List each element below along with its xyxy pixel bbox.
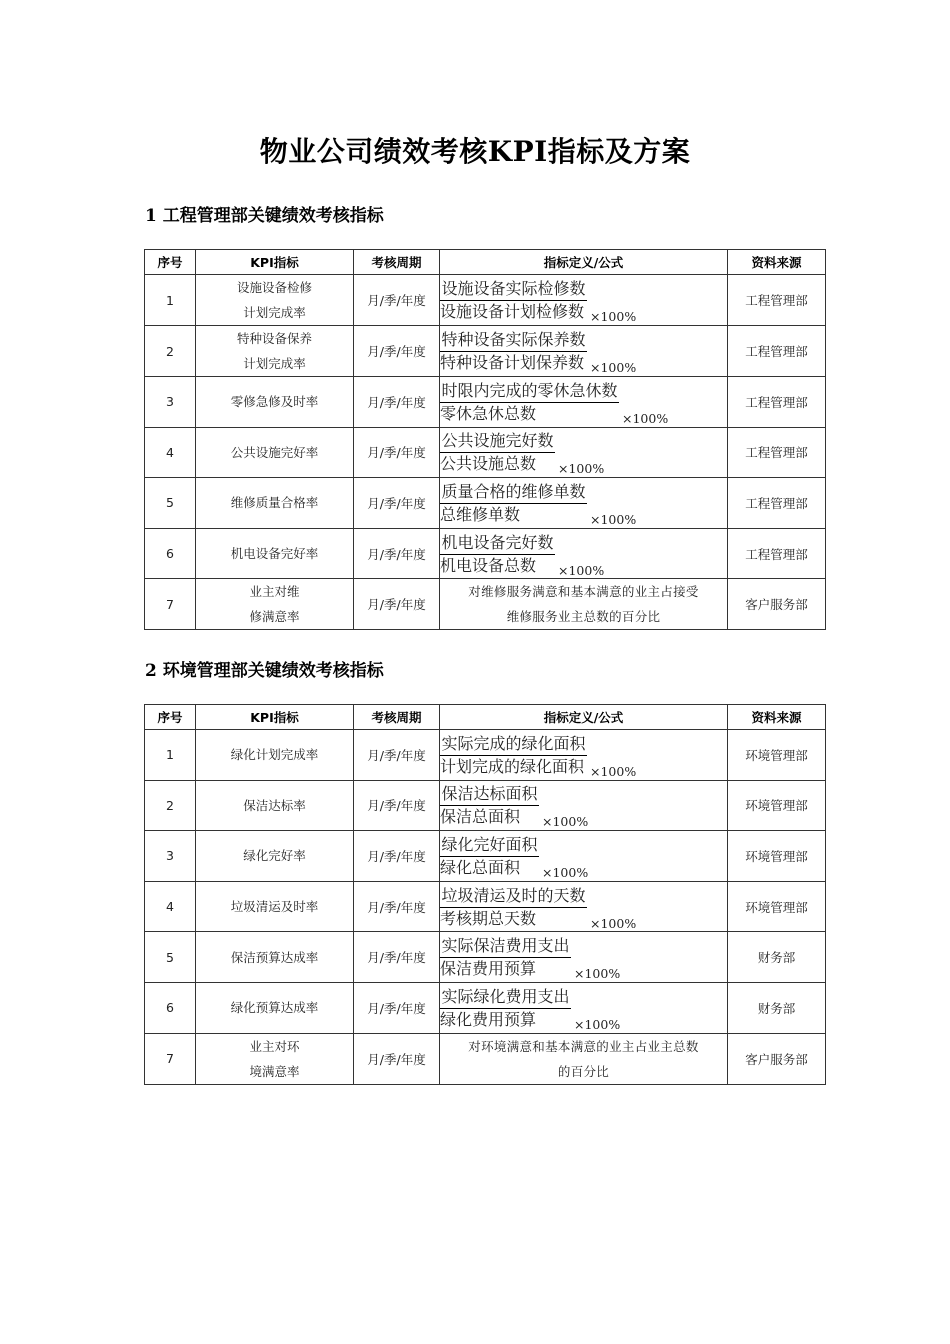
kpi-name-line1: 业主对环: [249, 1038, 300, 1054]
formula-multiplier: ×100%: [622, 410, 669, 426]
table-row: [145, 275, 826, 326]
header-no: 序号: [145, 705, 196, 730]
definition-line1: 对环境满意和基本满意的业主占业主总数: [468, 1038, 699, 1054]
kpi-name: [196, 831, 354, 882]
header-period: 考核周期: [354, 705, 440, 730]
environment-kpi-table: [144, 704, 826, 1085]
formula-fraction: [440, 985, 727, 1031]
data-source: 工程管理部: [728, 275, 826, 326]
formula-fraction: [440, 782, 727, 828]
table-row: [145, 579, 826, 630]
formula-denominator: 特种设备计划保养数: [440, 353, 585, 372]
kpi-name: [196, 730, 354, 781]
data-source: 财务部: [728, 982, 826, 1033]
formula-numerator: 特种设备实际保养数: [440, 330, 587, 352]
definition-formula: [440, 780, 728, 831]
table-header-row: [145, 705, 826, 730]
row-number: 1: [145, 275, 196, 326]
kpi-name: [196, 780, 354, 831]
kpi-name-line2: 计划完成率: [243, 356, 306, 371]
table-row: [145, 780, 826, 831]
table-row: [145, 427, 826, 478]
definition-formula: [440, 478, 728, 529]
formula-numerator: 质量合格的维修单数: [440, 482, 587, 504]
row-number: 7: [145, 579, 196, 630]
definition-formula: [440, 275, 728, 326]
formula-denominator: 绿化费用预算: [440, 1009, 537, 1029]
row-number: 4: [145, 881, 196, 932]
formula-numerator: 垃圾清运及时的天数: [440, 886, 587, 908]
data-source: 工程管理部: [728, 326, 826, 377]
kpi-name-line1: 保洁达标率: [243, 797, 306, 813]
data-source: 环境管理部: [728, 780, 826, 831]
formula-denominator: 计划完成的绿化面积: [440, 756, 585, 776]
row-number: 3: [145, 377, 196, 428]
header-source: 资料来源: [728, 250, 826, 275]
kpi-name-line1: 公共设施完好率: [230, 444, 319, 460]
header-no: 序号: [145, 250, 196, 275]
formula-denominator: 设施设备计划检修数: [440, 302, 585, 321]
row-number: 5: [145, 932, 196, 983]
kpi-name-line2: 修满意率: [249, 609, 300, 625]
assessment-period: 月/季/年度: [354, 326, 440, 377]
table-row: [145, 932, 826, 983]
table-row: [145, 1033, 826, 1084]
formula-fraction: [440, 480, 727, 526]
table-row: [145, 730, 826, 781]
data-source: 环境管理部: [728, 730, 826, 781]
definition-formula: [440, 881, 728, 932]
formula-fraction: [440, 884, 727, 930]
row-number: 3: [145, 831, 196, 882]
kpi-name: [196, 881, 354, 932]
formula-multiplier: ×100%: [590, 915, 637, 931]
kpi-name: [196, 427, 354, 478]
table-row: [145, 982, 826, 1033]
assessment-period: 月/季/年度: [354, 427, 440, 478]
row-number: 1: [145, 730, 196, 781]
header-kpi: KPI指标: [196, 250, 354, 275]
formula-multiplier: ×100%: [558, 461, 605, 477]
row-number: 4: [145, 427, 196, 478]
formula-denominator: 总维修单数: [440, 504, 521, 524]
definition-formula: [440, 932, 728, 983]
definition-formula: [440, 377, 728, 428]
assessment-period: 月/季/年度: [354, 932, 440, 983]
kpi-name-line1: 绿化完好率: [243, 848, 306, 864]
formula-fraction: [440, 429, 727, 475]
table-row: [145, 528, 826, 579]
section-heading-environment: 2 环境管理部关键绩效考核指标: [145, 661, 384, 681]
data-source: 财务部: [728, 932, 826, 983]
kpi-name-line1: 垃圾清运及时率: [230, 899, 319, 915]
formula-denominator: 公共设施总数: [440, 454, 537, 474]
kpi-name-line1: 零修急修及时率: [230, 394, 319, 410]
kpi-name: [196, 528, 354, 579]
assessment-period: 月/季/年度: [354, 275, 440, 326]
definition-line1: 对维修服务满意和基本满意的业主占接受: [468, 584, 699, 600]
definition-line2: 的百分比: [557, 1063, 610, 1079]
definition-formula: [440, 528, 728, 579]
data-source: 环境管理部: [728, 831, 826, 882]
kpi-name: [196, 377, 354, 428]
formula-numerator: 设施设备实际检修数: [440, 279, 587, 301]
assessment-period: 月/季/年度: [354, 881, 440, 932]
assessment-period: 月/季/年度: [354, 377, 440, 428]
kpi-name: [196, 275, 354, 326]
formula-fraction: [440, 833, 727, 879]
formula-multiplier: ×100%: [542, 814, 589, 830]
formula-numerator: 实际绿化费用支出: [440, 987, 571, 1009]
row-number: 5: [145, 478, 196, 529]
assessment-period: 月/季/年度: [354, 1033, 440, 1084]
formula-denominator: 保洁费用预算: [440, 959, 537, 979]
table-row: [145, 326, 826, 377]
table-row: [145, 881, 826, 932]
formula-numerator: 保洁达标面积: [440, 784, 539, 806]
kpi-name: [196, 932, 354, 983]
kpi-name: [196, 478, 354, 529]
formula-denominator: 绿化总面积: [440, 857, 521, 877]
definition-formula: [440, 1033, 728, 1084]
assessment-period: 月/季/年度: [354, 579, 440, 630]
formula-denominator: 零休急休总数: [440, 403, 537, 423]
kpi-name: [196, 982, 354, 1033]
formula-multiplier: ×100%: [558, 562, 605, 578]
assessment-period: 月/季/年度: [354, 478, 440, 529]
formula-multiplier: ×100%: [590, 511, 637, 527]
data-source: 工程管理部: [728, 427, 826, 478]
definition-formula: [440, 579, 728, 630]
header-kpi: KPI指标: [196, 705, 354, 730]
definition-line2: 维修服务业主总数的百分比: [506, 609, 661, 625]
formula-numerator: 实际保洁费用支出: [440, 936, 571, 958]
formula-fraction: [440, 379, 727, 425]
formula-denominator: 考核期总天数: [440, 908, 537, 928]
definition-formula: [440, 326, 728, 377]
header-definition: 指标定义/公式: [440, 705, 728, 730]
data-source: 客户服务部: [728, 579, 826, 630]
table-row: [145, 831, 826, 882]
assessment-period: 月/季/年度: [354, 982, 440, 1033]
kpi-name-line1: 业主对维: [249, 584, 300, 600]
kpi-name-line1: 绿化预算达成率: [230, 1000, 319, 1016]
kpi-name: [196, 579, 354, 630]
assessment-period: 月/季/年度: [354, 528, 440, 579]
header-definition: 指标定义/公式: [440, 250, 728, 275]
assessment-period: 月/季/年度: [354, 831, 440, 882]
definition-formula: [440, 427, 728, 478]
row-number: 7: [145, 1033, 196, 1084]
formula-multiplier: ×100%: [574, 1016, 621, 1032]
formula-denominator: 保洁总面积: [440, 807, 521, 827]
kpi-name-line1: 设施设备检修: [236, 280, 312, 295]
formula-fraction: [440, 732, 727, 778]
definition-formula: [440, 831, 728, 882]
definition-formula: [440, 982, 728, 1033]
formula-denominator: 机电设备总数: [440, 555, 537, 575]
formula-numerator: 实际完成的绿化面积: [440, 734, 587, 756]
kpi-name-line1: 保洁预算达成率: [230, 949, 319, 965]
kpi-name-line1: 维修质量合格率: [230, 495, 319, 511]
data-source: 客户服务部: [728, 1033, 826, 1084]
formula-numerator: 机电设备完好数: [440, 533, 555, 555]
assessment-period: 月/季/年度: [354, 780, 440, 831]
row-number: 2: [145, 780, 196, 831]
data-source: 工程管理部: [728, 377, 826, 428]
definition-formula: [440, 730, 728, 781]
kpi-name-line1: 机电设备完好率: [230, 546, 319, 562]
row-number: 6: [145, 528, 196, 579]
table-row: [145, 377, 826, 428]
formula-multiplier: ×100%: [542, 864, 589, 880]
formula-fraction: [440, 328, 727, 374]
assessment-period: 月/季/年度: [354, 730, 440, 781]
formula-multiplier: ×100%: [574, 966, 621, 982]
table-header-row: [145, 250, 826, 275]
formula-numerator: 公共设施完好数: [440, 431, 555, 453]
page-title: 物业公司绩效考核KPI指标及方案: [259, 135, 691, 168]
formula-fraction: [440, 531, 727, 577]
row-number: 2: [145, 326, 196, 377]
formula-fraction: [440, 277, 727, 323]
data-source: 环境管理部: [728, 881, 826, 932]
engineering-kpi-table: [144, 249, 826, 630]
data-source: 工程管理部: [728, 478, 826, 529]
header-period: 考核周期: [354, 250, 440, 275]
formula-multiplier: ×100%: [590, 360, 637, 375]
section-heading-engineering: 1 工程管理部关键绩效考核指标: [145, 206, 384, 226]
formula-fraction: [440, 934, 727, 980]
kpi-name-line1: 绿化计划完成率: [230, 747, 319, 763]
kpi-name: [196, 1033, 354, 1084]
kpi-name-line1: 特种设备保养: [236, 331, 312, 346]
data-source: 工程管理部: [728, 528, 826, 579]
kpi-name: [196, 326, 354, 377]
header-source: 资料来源: [728, 705, 826, 730]
formula-numerator: 绿化完好面积: [440, 835, 539, 857]
formula-multiplier: ×100%: [590, 309, 637, 324]
row-number: 6: [145, 982, 196, 1033]
kpi-name-line2: 境满意率: [249, 1063, 300, 1079]
formula-numerator: 时限内完成的零休急休数: [440, 381, 619, 403]
kpi-name-line2: 计划完成率: [243, 305, 306, 320]
formula-multiplier: ×100%: [590, 763, 637, 779]
table-row: [145, 478, 826, 529]
